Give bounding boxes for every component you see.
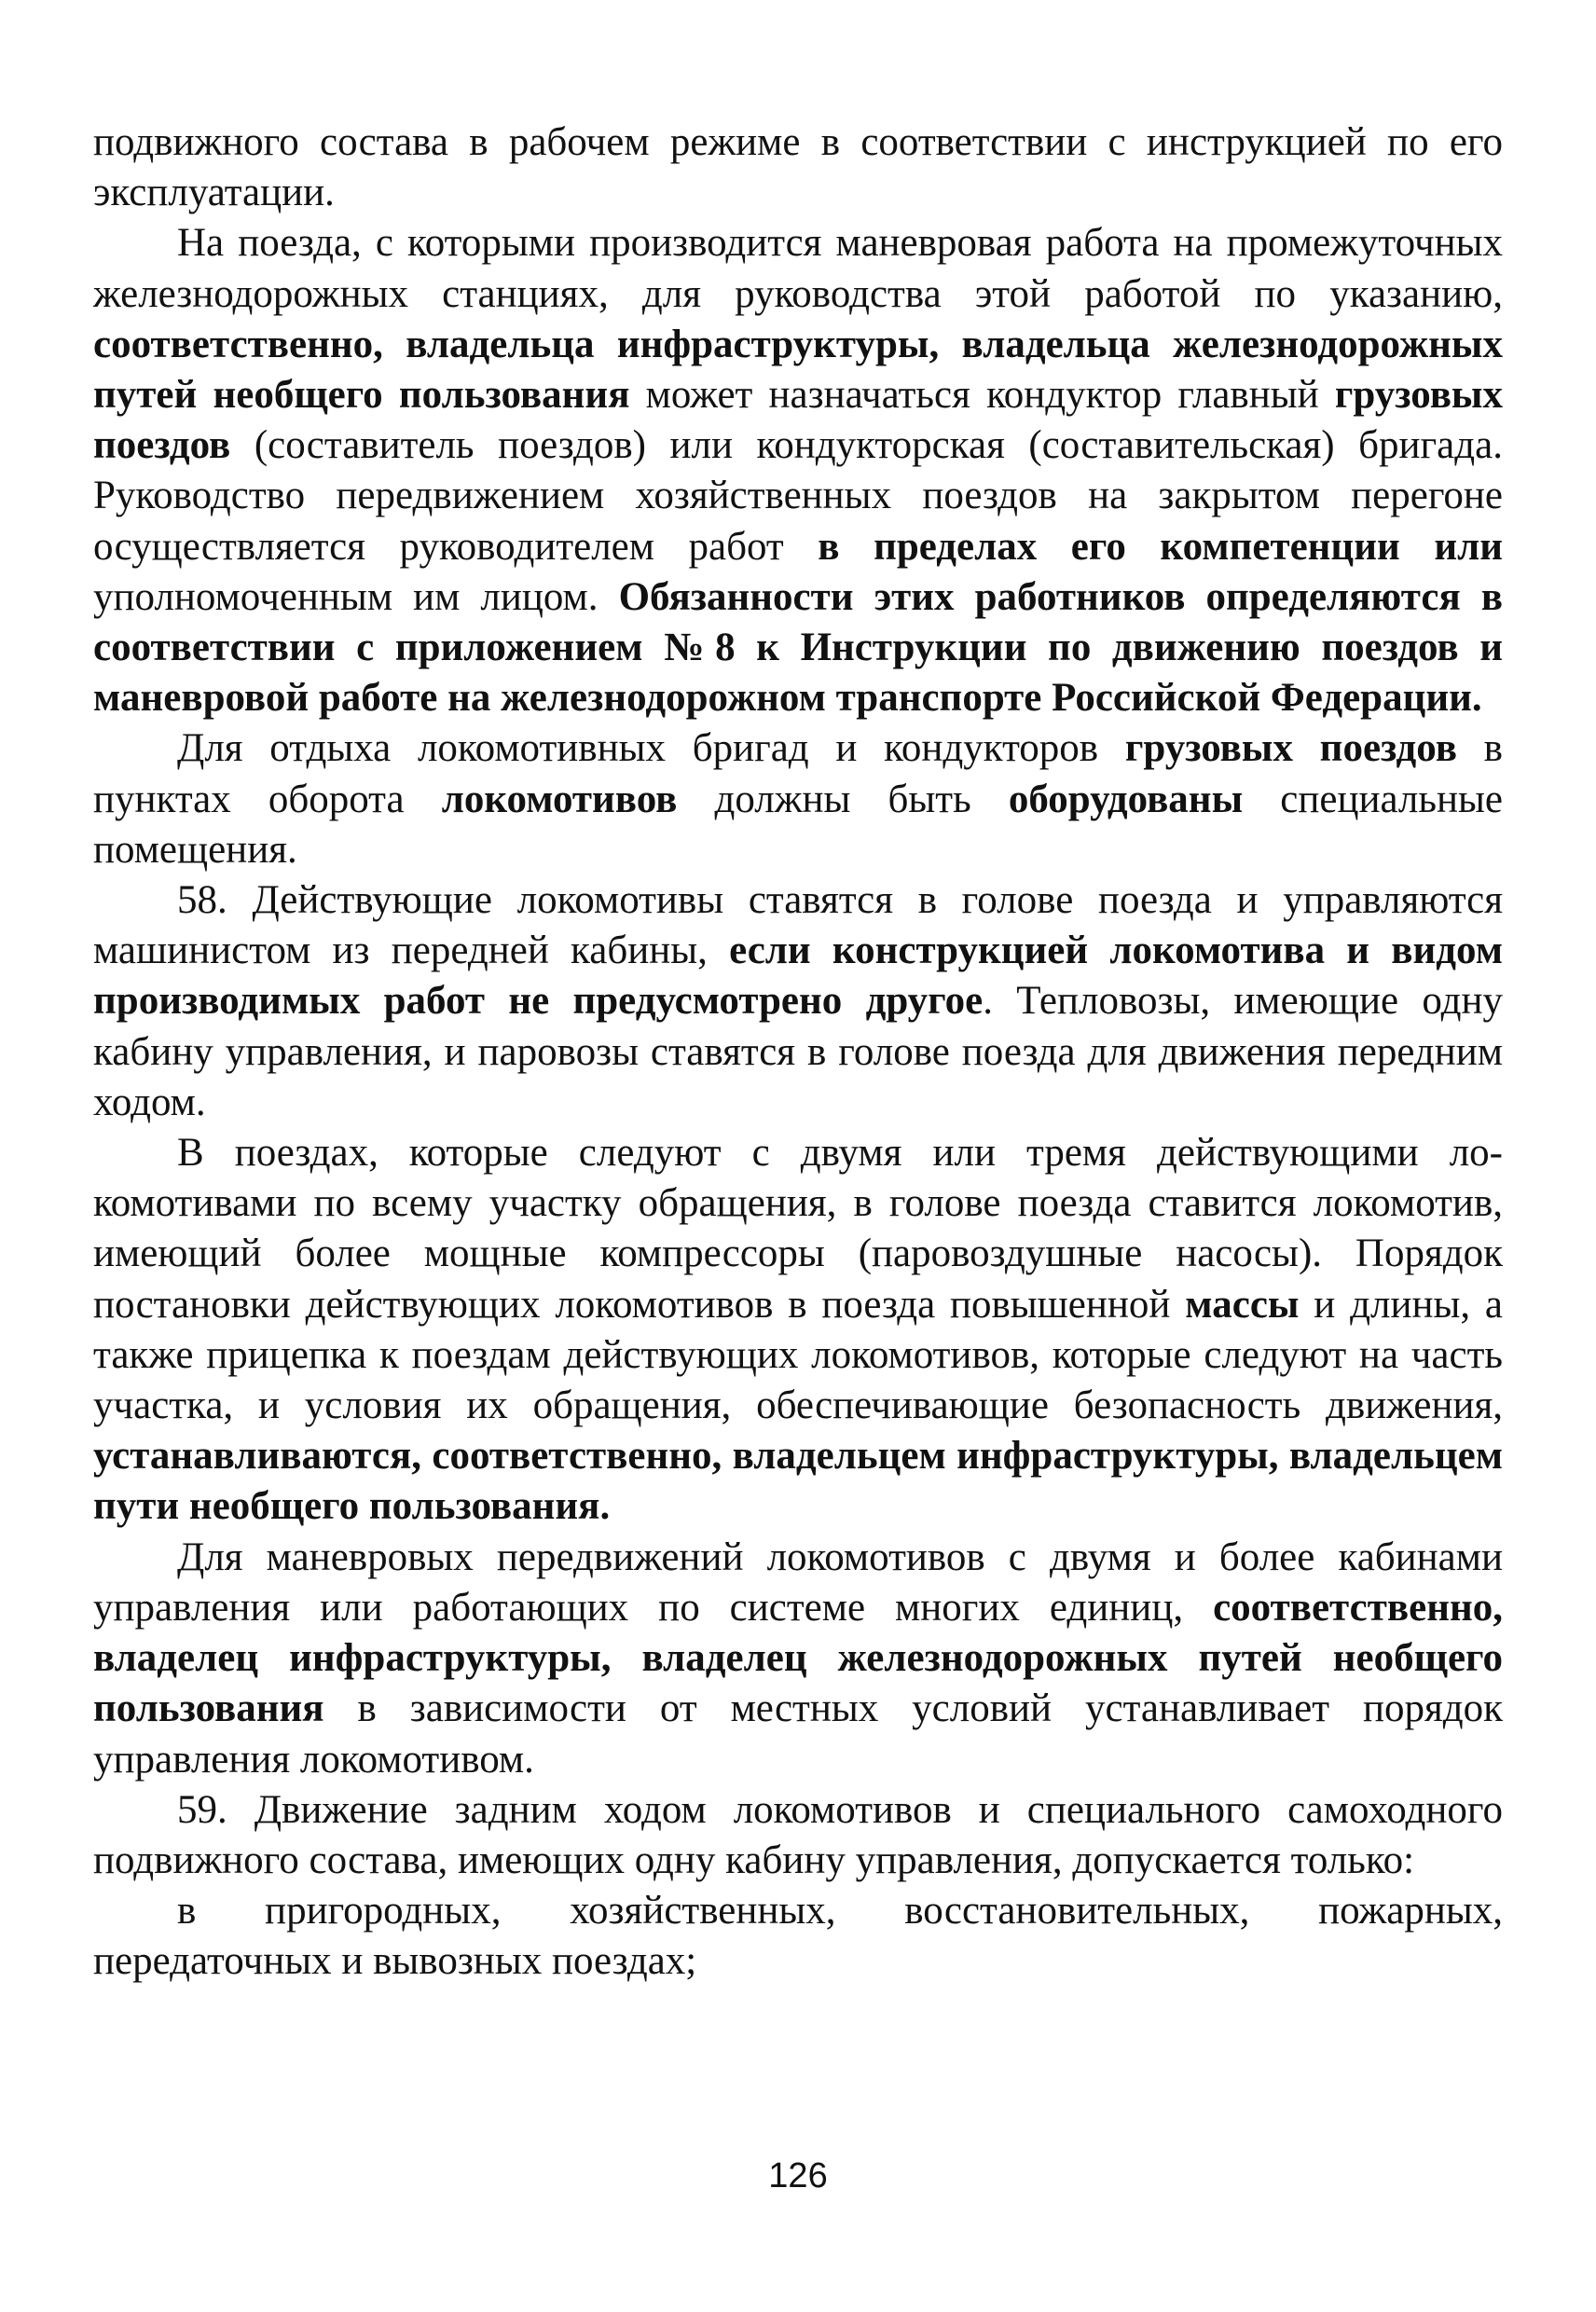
paragraph: [93, 1128, 1503, 1533]
paragraph: [93, 218, 1503, 723]
text-run: в пунктах оборота: [93, 726, 1503, 821]
bold-text-run: устанавливаются, соответственно, владельцем инфраструктуры, владельцем пути необщего пользования.: [93, 1434, 1503, 1529]
paragraph: [93, 117, 1503, 218]
text-run: 59. Движение задним ходом локомотивов и специального самоходного подвижного состава, имеющих одну кабину управления, допускается только:: [93, 1787, 1503, 1882]
page-body: [93, 117, 1503, 1988]
text-run: может назначаться кондуктор главный: [629, 373, 1335, 418]
text-run: Для отдыха локомотивных бригад и кондукторов: [177, 726, 1125, 771]
bold-text-run: Обязанности этих работников определяются в соответствии с приложением №8 к Инструкции по движению поездов и маневровой работе на железнодорожном транспорте Российской Федерации.: [93, 574, 1503, 721]
text-run: 58. Действующие локомотивы ставятся в голове поезда и управляются машинистом из передней кабины,: [93, 878, 1503, 973]
text-run: и длины, а также прицепка к поездам действующих локомотивов, которые следуют на часть участка, и условия их обращения, обеспечивающие безопасность движения,: [93, 1282, 1503, 1428]
text-run: в зависимости от местных условий устанавливает порядок управления локомотивом.: [93, 1686, 1503, 1782]
text-run: специальные помещения.: [93, 777, 1503, 872]
bold-text-run: если конструкцией локомотива и видом производимых работ не предусмотрено другое: [93, 929, 1503, 1024]
paragraph: [93, 1886, 1503, 1987]
bold-text-run: соответственно, владельца инфраструктуры, владельца железнодорожных путей необщего пользования: [93, 322, 1503, 418]
paragraph: [93, 723, 1503, 875]
bold-text-run: оборудованы: [1008, 777, 1244, 821]
bold-text-run: грузовых поездов: [93, 373, 1503, 468]
text-run: В поездах, которые следуют с двумя или тремя действующими локомотивами по всему участку обращения, в голове поезда ставится локомотив, имеющий более мощные компрессоры (паровоздушные насосы). Порядок постановки действующих локомотивов в поезда повышенной: [93, 1131, 1503, 1327]
bold-text-run: грузовых поездов: [1124, 726, 1457, 771]
text-run: Для маневровых передвижений локомотивов с двумя и более кабинами управления или работающих по системе многих единиц,: [93, 1534, 1503, 1630]
bold-text-run: соответственно, владелец инфраструктуры, владелец железнодорожных путей необщего пользования: [93, 1585, 1503, 1731]
text-run: подвижного состава в рабочем режиме в соответствии с инструкцией по его эксплуатации.: [93, 120, 1503, 215]
text-run: должны быть: [677, 777, 1009, 821]
text-run: (составитель поездов) или кондукторская (составительская) бригада. Руководство передвижением хозяйственных поездов на закрытом перегоне осуществляется руководителем работ: [93, 423, 1503, 569]
text-run: . Тепловозы, имеющие одну кабину управления, и паровозы ставятся в голове поезда для движения передним ходом.: [93, 979, 1503, 1124]
paragraph: [93, 1785, 1503, 1886]
paragraph: [93, 1533, 1503, 1785]
bold-text-run: массы: [1185, 1282, 1300, 1327]
text-run: в пригородных, хозяйственных, восстановительных, пожарных, передаточных и вывозных поездах;: [93, 1889, 1503, 1984]
text-run: На поезда, с которыми производится маневровая работа на промежуточных железнодорожных станциях, для руководства этой работой по указанию,: [93, 221, 1503, 316]
bold-text-run: в пределах его компетенции или: [818, 524, 1503, 569]
bold-text-run: локомотивов: [441, 777, 678, 821]
page-number: 126: [768, 2156, 828, 2195]
text-run: уполномоченным им лицом.: [93, 574, 619, 619]
paragraph: [93, 875, 1503, 1128]
